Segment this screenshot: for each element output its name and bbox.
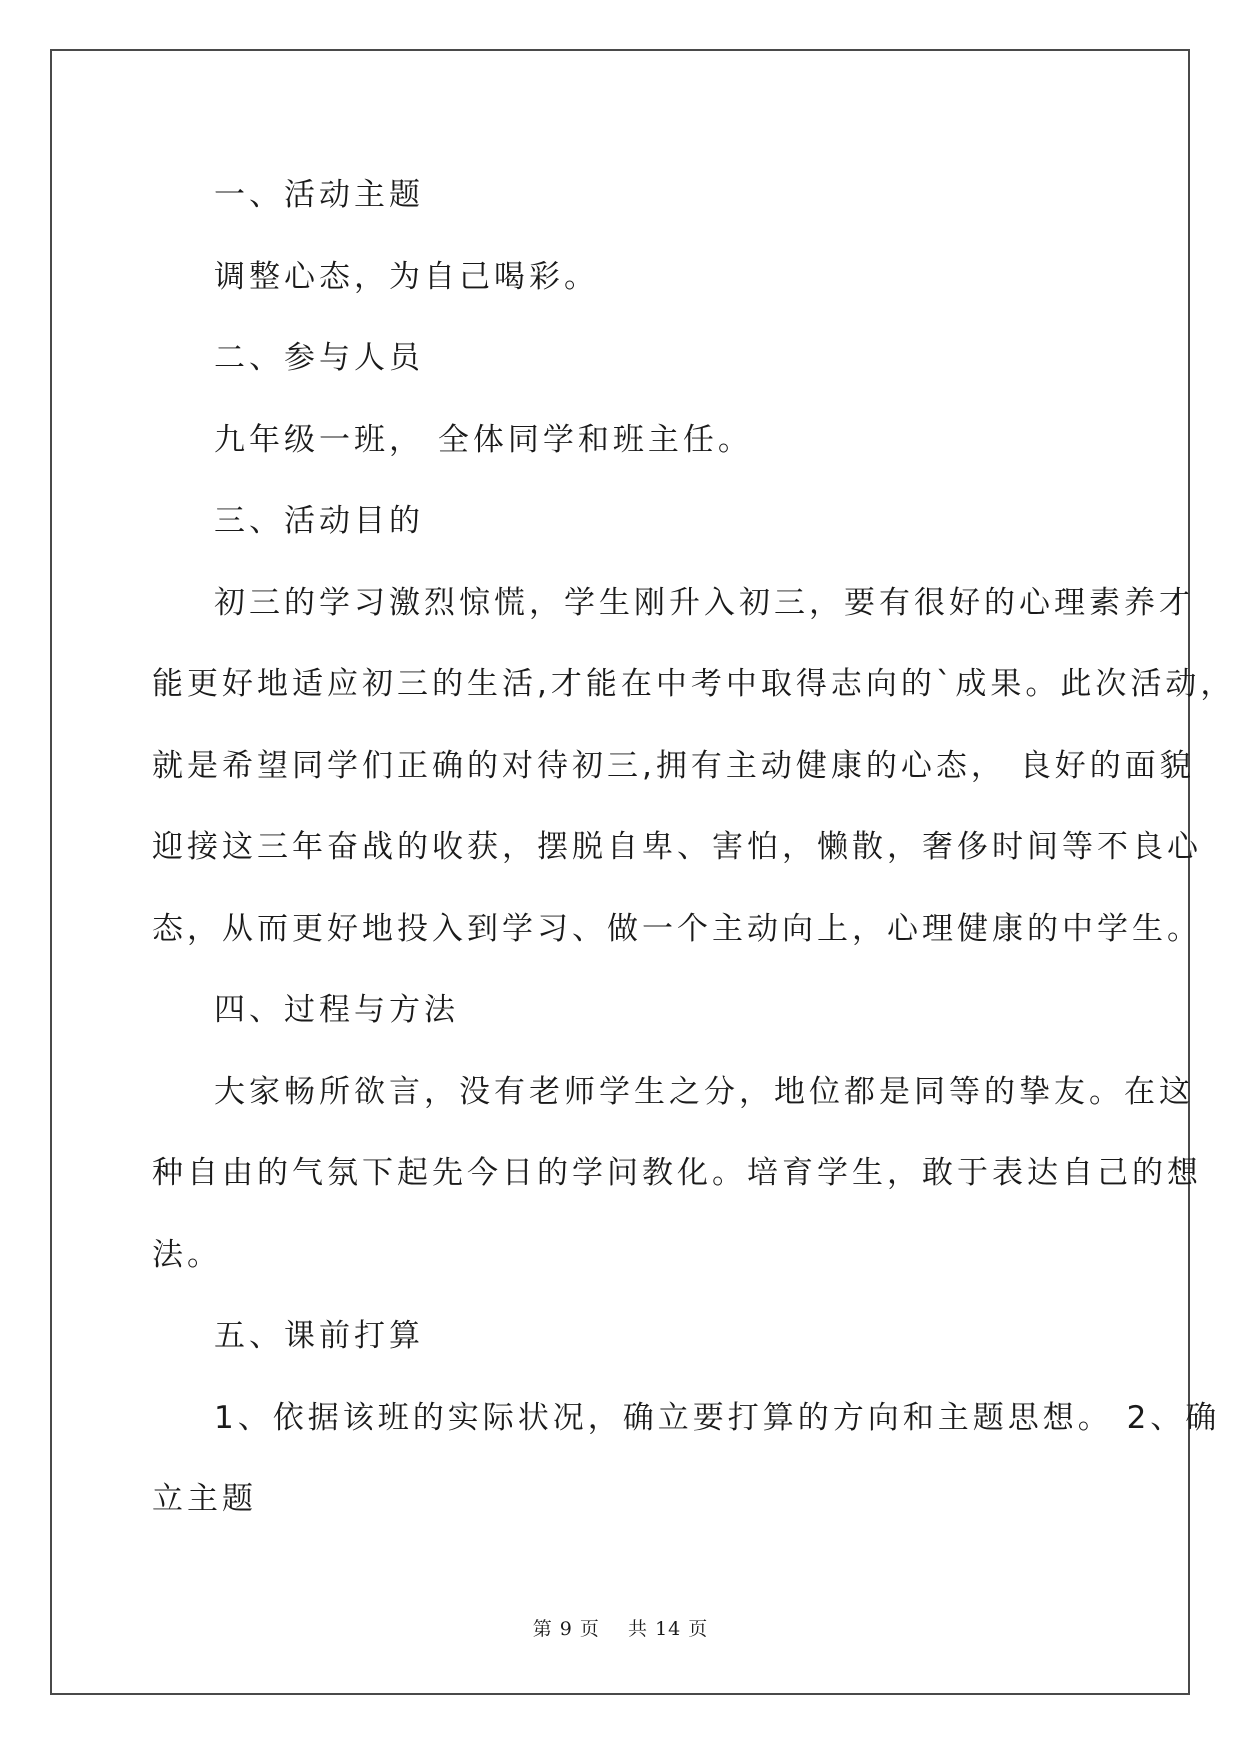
paragraph-line: 种自由的气氛下起先今日的学问教化。培育学生，敢于表达自己的想 [152, 1155, 1202, 1191]
section-heading-preparation: 五、课前打算 [214, 1318, 424, 1354]
paragraph-line: 迎接这三年奋战的收获，摆脱自卑、害怕，懒散，奢侈时间等不良心 [152, 829, 1202, 865]
section-heading-purpose: 三、活动目的 [214, 503, 424, 539]
paragraph-line: 立主题 [152, 1481, 257, 1517]
paragraph-line: 初三的学习激烈惊慌，学生刚升入初三，要有很好的心理素养才 [214, 584, 1194, 621]
document-body [152, 155, 1236, 1541]
paragraph-line: 就是希望同学们正确的对待初三,拥有主动健康的心态， 良好的面貌 [152, 747, 1195, 784]
section-heading-process: 四、过程与方法 [214, 992, 459, 1028]
paragraph-line: 1、依据该班的实际状况，确立要打算的方向和主题思想。 2、确 [214, 1399, 1221, 1436]
paragraph-line: 九年级一班， 全体同学和班主任。 [214, 421, 753, 458]
section-heading-theme: 一、活动主题 [214, 177, 424, 213]
paragraph-line: 调整心态，为自己喝彩。 [214, 258, 599, 295]
section-heading-participants: 二、参与人员 [214, 340, 424, 376]
page-number-footer: 第 9 页 共 14 页 [532, 1618, 709, 1640]
paragraph-line: 能更好地适应初三的生活,才能在中考中取得志向的`成果。此次活动， [152, 666, 1236, 702]
paragraph-line: 态，从而更好地投入到学习、做一个主动向上，心理健康的中学生。 [152, 910, 1202, 947]
paragraph-line: 大家畅所欲言，没有老师学生之分，地位都是同等的挚友。在这 [214, 1073, 1194, 1110]
paragraph-line: 法。 [152, 1236, 222, 1273]
